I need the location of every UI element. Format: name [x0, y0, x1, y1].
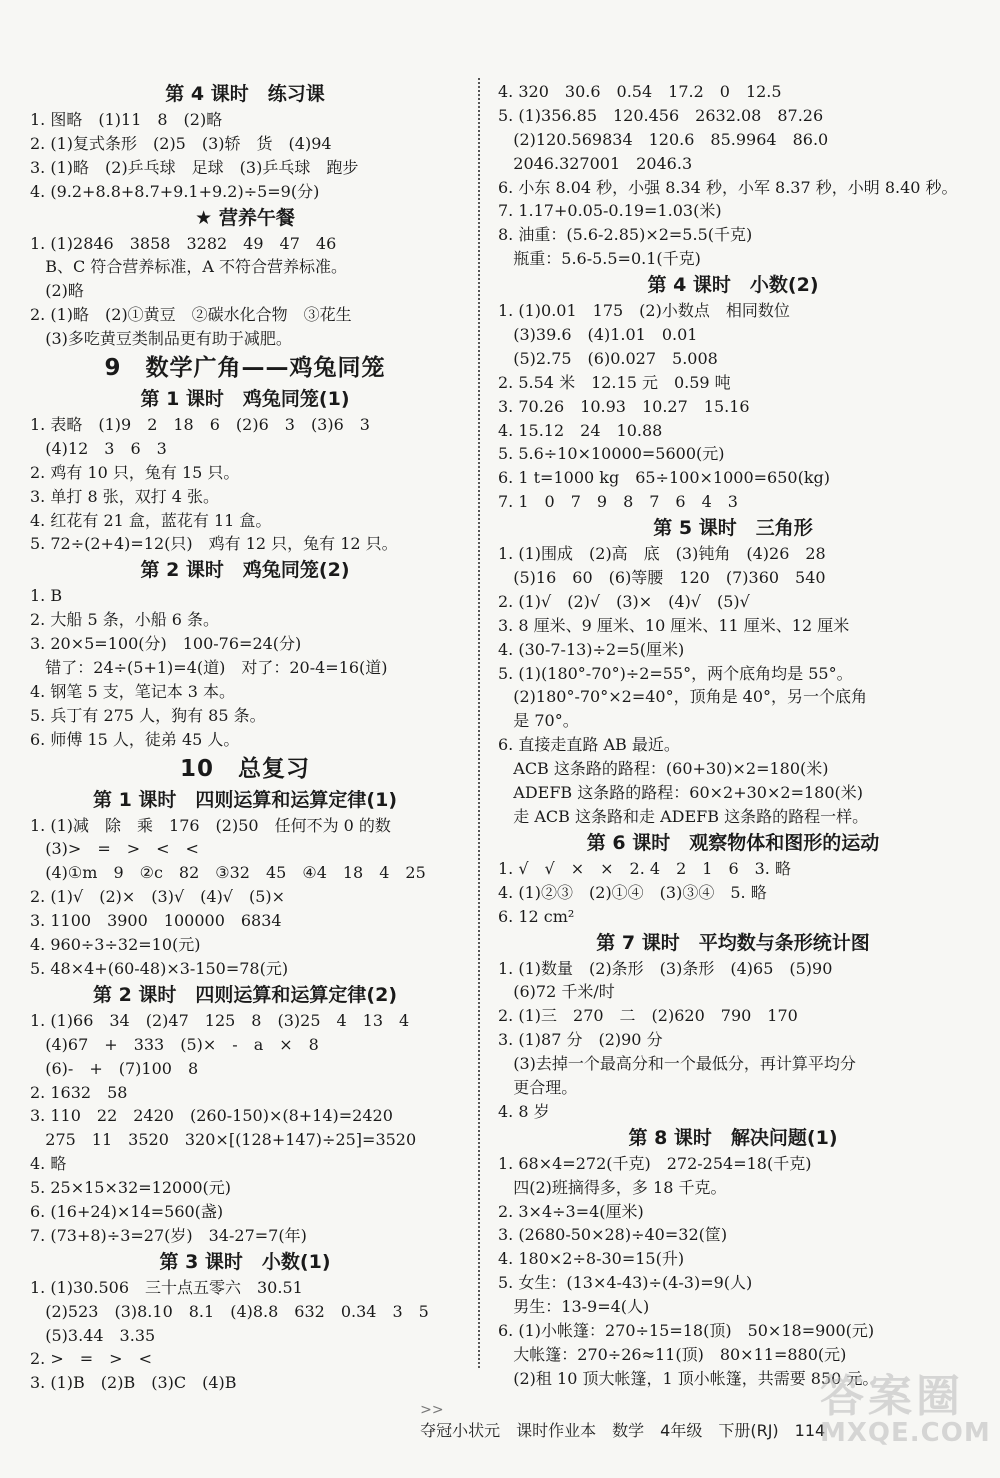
- lesson-heading: 第 4 课时 小数(2): [647, 274, 819, 297]
- answer-line: (2)120.569834 120.6 85.9964 86.0: [498, 129, 829, 149]
- answer-line: 275 11 3520 320×[(128+147)÷25]=3520: [30, 1130, 417, 1150]
- watermark-logo-text: 答案圈: [820, 1371, 964, 1422]
- answer-line: 1. (1)围成 (2)高 底 (3)钝角 (4)26 28: [498, 544, 826, 564]
- answer-line: 4. 钢笔 5 支，笔记本 3 本。: [30, 681, 236, 701]
- answer-line: 6. 1 t=1000 kg 65÷100×1000=650(kg): [498, 468, 830, 488]
- answer-line: 3. 20×5=100(分) 100-76=24(分): [30, 634, 302, 654]
- answer-line: 1. 68×4=272(千克) 272-254=18(千克): [498, 1153, 812, 1173]
- answer-line: 1. √ √ × × 2. 4 2 1 6 3. 略: [498, 858, 791, 878]
- page-footer: [410, 1380, 890, 1441]
- answer-line: (4)12 3 6 3: [30, 438, 167, 458]
- answer-line: (5)2.75 (6)0.027 5.008: [498, 348, 718, 368]
- answer-line: 4. (30-7-13)÷2=5(厘米): [498, 639, 685, 659]
- answer-line: 1. 图略 (1)11 8 (2)略: [30, 110, 223, 129]
- answer-line: 2. 鸡有 10 只，兔有 15 只。: [30, 462, 240, 482]
- answer-line: 3. (2680-50×28)÷40=32(筐): [498, 1225, 728, 1245]
- answer-line: 是 70°。: [498, 711, 579, 731]
- answer-line: 6. 直接走直路 AB 最近。: [498, 735, 680, 755]
- answer-line: 更合理。: [498, 1077, 578, 1097]
- answer-line: 1. (1)66 34 (2)47 125 8 (3)25 4 13 4: [30, 1010, 410, 1030]
- lesson-heading: 第 5 课时 三角形: [653, 517, 813, 540]
- answer-line: 5. 72÷(2+4)=12(只) 鸡有 12 只，兔有 12 只。: [30, 534, 398, 554]
- answer-line: (3)多吃黄豆类制品更有助于减肥。: [30, 329, 292, 349]
- answer-line: 1. (1)减 除 乘 176 (2)50 任何不为 0 的数: [30, 815, 391, 835]
- answer-line: 4. 180×2÷8-30=15(升): [498, 1249, 685, 1269]
- answer-line: (5)16 60 (6)等腰 120 (7)360 540: [498, 568, 826, 588]
- lesson-heading: 第 2 课时 鸡兔同笼(2): [140, 559, 350, 582]
- answer-line: 5. 兵丁有 275 人，狗有 85 条。: [30, 705, 266, 725]
- answer-line: (3)39.6 (4)1.01 0.01: [498, 325, 698, 345]
- answer-line: 3. (1)略 (2)乒乓球 足球 (3)乒乓球 跑步: [30, 157, 359, 177]
- answer-line: 错了：24÷(5+1)=4(道) 对了：20-4=16(道): [30, 658, 388, 678]
- answer-line: (2)523 (3)8.10 8.1 (4)8.8 632 0.34 3 5: [30, 1301, 429, 1321]
- answer-line: 5. (1)(180°-70°)÷2=55°，两个底角均是 55°。: [498, 663, 853, 683]
- answer-line: 3. 70.26 10.93 10.27 15.16: [498, 396, 750, 416]
- answer-line: 4. 960÷3÷32=10(元): [30, 935, 201, 955]
- answer-line: 2. > = > <: [30, 1349, 152, 1369]
- answer-line: (2)180°-70°×2=40°，顶角是 40°，另一个底角: [498, 687, 868, 707]
- answer-line: 大帐篷：270÷26≈11(顶) 80×11=880(元): [498, 1344, 847, 1364]
- answer-line: 走 ACB 这条路和走 ADEFB 这条路的路程一样。: [498, 806, 869, 826]
- answer-line: 6. 12 cm²: [498, 906, 575, 926]
- lesson-heading: 第 4 课时 练习课: [165, 83, 325, 105]
- answer-line: 1. B: [30, 586, 63, 606]
- answer-line: 5. (1)356.85 120.456 2632.08 87.26: [498, 105, 824, 125]
- answer-line: 4. 15.12 24 10.88: [498, 420, 663, 440]
- answer-line: 2. 大船 5 条，小船 6 条。: [30, 610, 220, 630]
- lesson-heading: 第 1 课时 四则运算和运算定律(1): [92, 788, 398, 811]
- column-divider: [478, 78, 480, 1368]
- section-heading: 9 数学广角——鸡兔同笼: [104, 355, 386, 382]
- answer-line: 5. 48×4+(60-48)×3-150=78(元): [30, 958, 289, 978]
- lesson-heading: 第 7 课时 平均数与条形统计图: [596, 931, 870, 954]
- answer-line: 8. 油重：(5.6-2.85)×2=5.5(千克): [498, 225, 753, 245]
- answer-line: (2)略: [30, 281, 84, 301]
- answer-line: 2. (1)复式条形 (2)5 (3)轿 货 (4)94: [30, 133, 332, 153]
- watermark-site-text: MXQE.COM: [820, 1418, 991, 1448]
- answer-line: 四(2)班摘得多，多 18 千克。: [498, 1177, 727, 1197]
- answer-line: 1. (1)2846 3858 3282 49 47 46: [30, 233, 337, 253]
- answer-line: 3. 1100 3900 100000 6834: [30, 911, 282, 931]
- answer-line: (4)67 + 333 (5)× - a × 8: [30, 1034, 319, 1054]
- left-column: [30, 80, 460, 1395]
- answer-line: (4)①m 9 ②c 82 ③32 45 ④4 18 4 25: [30, 863, 426, 883]
- answer-line: 2. (1)√ (2)× (3)√ (4)√ (5)×: [30, 887, 286, 907]
- answer-line: 4. (1)②③ (2)①④ (3)③④ 5. 略: [498, 882, 767, 902]
- answer-line: 3. (1)87 分 (2)90 分: [498, 1030, 663, 1050]
- answer-line: 6. 师傅 15 人，徒弟 45 人。: [30, 729, 240, 749]
- lesson-heading: 第 6 课时 观察物体和图形的运动: [586, 831, 880, 854]
- answer-line: 2. (1)略 (2)①黄豆 ②碳水化合物 ③花生: [30, 305, 352, 325]
- answer-line: (6)- + (7)100 8: [30, 1058, 199, 1078]
- answer-line: 7. 1 0 7 9 8 7 6 4 3: [498, 492, 738, 512]
- answer-line: (5)3.44 3.35: [30, 1325, 156, 1345]
- lesson-heading: 第 8 课时 解决问题(1): [628, 1126, 838, 1149]
- lesson-heading: ★ 营养午餐: [195, 206, 295, 229]
- answer-line: 1. 表略 (1)9 2 18 6 (2)6 3 (3)6 3: [30, 415, 370, 435]
- answer-line: 3. 8 厘米、9 厘米、10 厘米、11 厘米、12 厘米: [498, 615, 850, 635]
- answer-line: 5. 5.6÷10×10000=5600(元): [498, 444, 725, 464]
- answer-line: 4. 红花有 21 盒，蓝花有 11 盒。: [30, 510, 272, 530]
- answer-line: 2. (1)√ (2)√ (3)× (4)√ (5)√: [498, 591, 750, 611]
- answer-line: 6. (1)小帐篷：270÷15=18(顶) 50×18=900(元): [498, 1320, 875, 1340]
- answer-line: 5. 女生：(13×4-43)÷(4-3)=9(人): [498, 1273, 753, 1293]
- lesson-heading: 第 1 课时 鸡兔同笼(1): [140, 388, 350, 411]
- answer-line: (6)72 千米/时: [498, 982, 615, 1002]
- answer-line: 2. 3×4÷3=4(厘米): [498, 1201, 644, 1221]
- answer-line: ADEFB 这条路的路程：60×2+30×2=180(米): [498, 783, 863, 803]
- lesson-heading: 第 3 课时 小数(1): [159, 1250, 331, 1273]
- answer-line: 3. (1)B (2)B (3)C (4)B: [30, 1373, 237, 1393]
- footer-arrow-icon: >>: [420, 1402, 444, 1418]
- answer-line: 6. 小东 8.04 秒，小强 8.34 秒，小军 8.37 秒，小明 8.40 秒。: [498, 177, 958, 197]
- answer-line: ACB 这条路的路程：(60+30)×2=180(米): [498, 759, 829, 779]
- answer-line: 4. 320 30.6 0.54 17.2 0 12.5: [498, 82, 782, 101]
- answer-line: 7. (73+8)÷3=27(岁) 34-27=7(年): [30, 1225, 307, 1245]
- answer-line: 5. 25×15×32=12000(元): [30, 1178, 232, 1198]
- answer-line: 3. 110 22 2420 (260-150)×(8+14)=2420: [30, 1106, 393, 1126]
- footer-text: 夺冠小状元 课时作业本 数学 4年级 下册(RJ) 114: [420, 1421, 826, 1440]
- answer-line: 3. 单打 8 张，双打 4 张。: [30, 486, 220, 506]
- answer-line: 2. 1632 58: [30, 1082, 128, 1102]
- answer-line: (2)租 10 顶大帐篷，1 顶小帐篷，共需要 850 元。: [498, 1368, 879, 1388]
- answer-line: 2. 5.54 米 12.15 元 0.59 吨: [498, 372, 731, 392]
- answer-line: 7. 1.17+0.05-0.19=1.03(米): [498, 201, 722, 221]
- answer-line: 瓶重：5.6-5.5=0.1(千克): [498, 249, 701, 269]
- answer-line: 2. (1)三 270 二 (2)620 790 170: [498, 1006, 798, 1026]
- answer-line: B、C 符合营养标准，A 不符合营养标准。: [30, 257, 347, 277]
- answer-line: (3)去掉一个最高分和一个最低分，再计算平均分: [498, 1054, 856, 1074]
- answer-line: 6. (16+24)×14=560(盏): [30, 1201, 224, 1221]
- section-heading: 10 总复习: [179, 755, 310, 782]
- answer-line: 1. (1)0.01 175 (2)小数点 相同数位: [498, 301, 790, 321]
- answer-line: 1. (1)数量 (2)条形 (3)条形 (4)65 (5)90: [498, 958, 833, 978]
- answer-line: 4. 8 岁: [498, 1101, 550, 1121]
- answer-line: 男生：13-9=4(人): [498, 1297, 650, 1317]
- answer-line: (3)> = > < <: [30, 839, 199, 859]
- answer-line: 4. 略: [30, 1154, 67, 1174]
- answer-line: 4. (9.2+8.8+8.7+9.1+9.2)÷5=9(分): [30, 181, 320, 201]
- answer-line: 2046.327001 2046.3: [498, 153, 693, 173]
- lesson-heading: 第 2 课时 四则运算和运算定律(2): [92, 983, 398, 1006]
- right-column: [498, 80, 968, 1391]
- answer-line: 1. (1)30.506 三十点五零六 30.51: [30, 1277, 303, 1297]
